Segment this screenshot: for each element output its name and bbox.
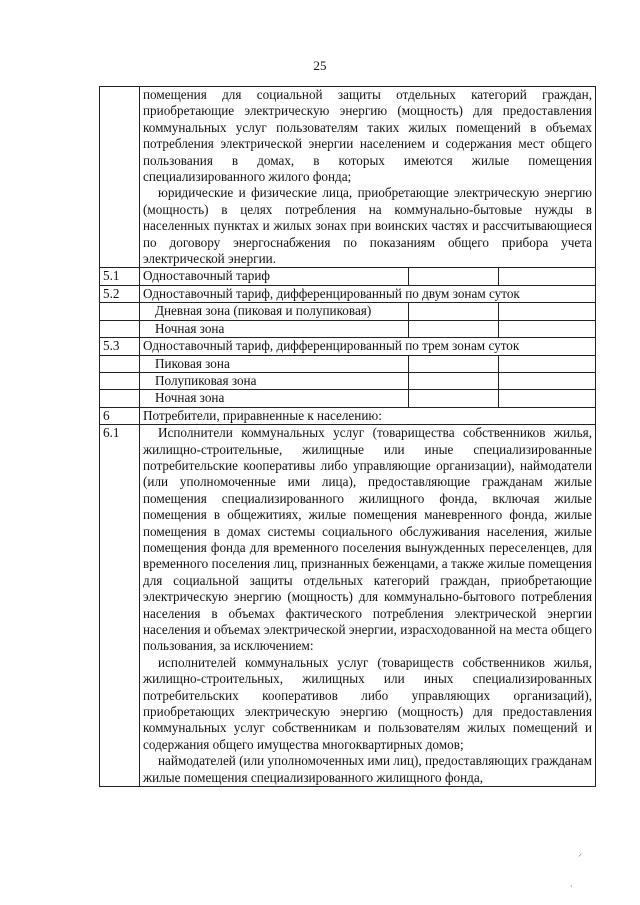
row-text-cell	[140, 87, 596, 268]
table-row	[100, 425, 596, 787]
row-text-cell: Ночная зона	[140, 390, 409, 407]
row-number-cell	[100, 372, 140, 389]
table-row	[100, 390, 596, 407]
paragraph: наймодателей (или уполномоченных ими лиц), предоставляющих гражданам жилые помещения специализированного жилищного фонда,	[143, 753, 593, 785]
table-row	[100, 268, 596, 285]
table-row	[100, 407, 596, 424]
value-cell	[409, 355, 499, 372]
table-row	[100, 372, 596, 389]
value-cell	[499, 372, 596, 389]
row-text-cell: Одноставочный тариф, дифференцированный по двум зонам суток	[140, 285, 596, 302]
row-number-cell: 5.3	[100, 338, 140, 355]
table-row	[100, 355, 596, 372]
tariff-table	[99, 86, 596, 787]
row-number-cell: 5.2	[100, 285, 140, 302]
value-cell	[499, 390, 596, 407]
value-cell	[409, 372, 499, 389]
row-text-cell: Дневная зона (пиковая и полупиковая)	[140, 303, 409, 320]
paragraph: Исполнители коммунальных услуг (товарищества собственников жилья, жилищно-строительные, жилищные или иные специализированные потребительские кооперативы либо управляющие организации), наймодатели (или уполномоченные ими лица), предоставляющие гражданам жилые помещения специализированного жилищного фонда, включая жилые помещения в общежитиях, жилые помещения маневренного фонда, жилые помещения в домах системы социального обслуживания населения, жилые помещения фонда для временного поселения вынужденных переселенцев, для временного поселения лиц, признанных беженцами, а также жилые помещения для социальной защиты отдельных категорий граждан, приобретающие электрическую энергию (мощность) для коммунально-бытового потребления населения в объемах фактического потребления электрической энергии населения и объемах электрической энергии, израсходованной на места общего пользования, за исключением:	[143, 425, 593, 654]
row-text-cell: Одноставочный тариф, дифференцированный по трем зонам суток	[140, 338, 596, 355]
paragraph: юридические и физические лица, приобретающие электрическую энергию (мощность) в целях потребления на коммунально-бытовые нужды в населенных пунктах и жилых зонах при воинских частях и рассчитывающиеся по договору энергоснабжения по показаниям общего прибора учета электрической энергии.	[143, 185, 593, 267]
table-row	[100, 285, 596, 302]
value-cell	[409, 268, 499, 285]
paragraph: исполнителей коммунальных услуг (товариществ собственников жилья, жилищно-строительных, жилищных или иных специализированных потребительских кооперативов либо управляющих организаций), приобретающих электрическую энергию (мощность) для предоставления коммунальных услуг собственникам и пользователям жилых помещений и содержания общего имущества многоквартирных домов;	[143, 654, 593, 752]
scan-mark: ⸝	[578, 849, 582, 858]
table-row	[100, 87, 596, 268]
row-text-cell: Полупиковая зона	[140, 372, 409, 389]
row-text-cell	[140, 425, 596, 787]
row-text-cell: Ночная зона	[140, 320, 409, 337]
value-cell	[499, 355, 596, 372]
paragraph: помещения для социальной защиты отдельных категорий граждан, приобретающие электрическую энергию (мощность) для предоставления коммунальных услуг пользователям таких жилых помещений в объемах потребления электрической энергии населением и содержания мест общего пользования в домах, в которых имеются жилые помещения специализированного жилого фонда;	[143, 87, 593, 185]
value-cell	[499, 303, 596, 320]
row-number-cell: 5.1	[100, 268, 140, 285]
value-cell	[499, 268, 596, 285]
row-number-cell	[100, 390, 140, 407]
row-number-cell: 6	[100, 407, 140, 424]
table-row	[100, 320, 596, 337]
row-number-cell	[100, 303, 140, 320]
page-number: 25	[313, 58, 327, 73]
row-text-cell: Потребители, приравненные к населению:	[140, 407, 596, 424]
scan-mark: ·	[570, 882, 573, 891]
row-number-cell: 6.1	[100, 425, 140, 787]
value-cell	[409, 320, 499, 337]
row-number-cell	[100, 320, 140, 337]
row-number-cell	[100, 355, 140, 372]
value-cell	[409, 390, 499, 407]
row-number-cell	[100, 87, 140, 268]
table-row	[100, 303, 596, 320]
row-text-cell: Одноставочный тариф	[140, 268, 409, 285]
table-row	[100, 338, 596, 355]
value-cell	[409, 303, 499, 320]
value-cell	[499, 320, 596, 337]
row-text-cell: Пиковая зона	[140, 355, 409, 372]
